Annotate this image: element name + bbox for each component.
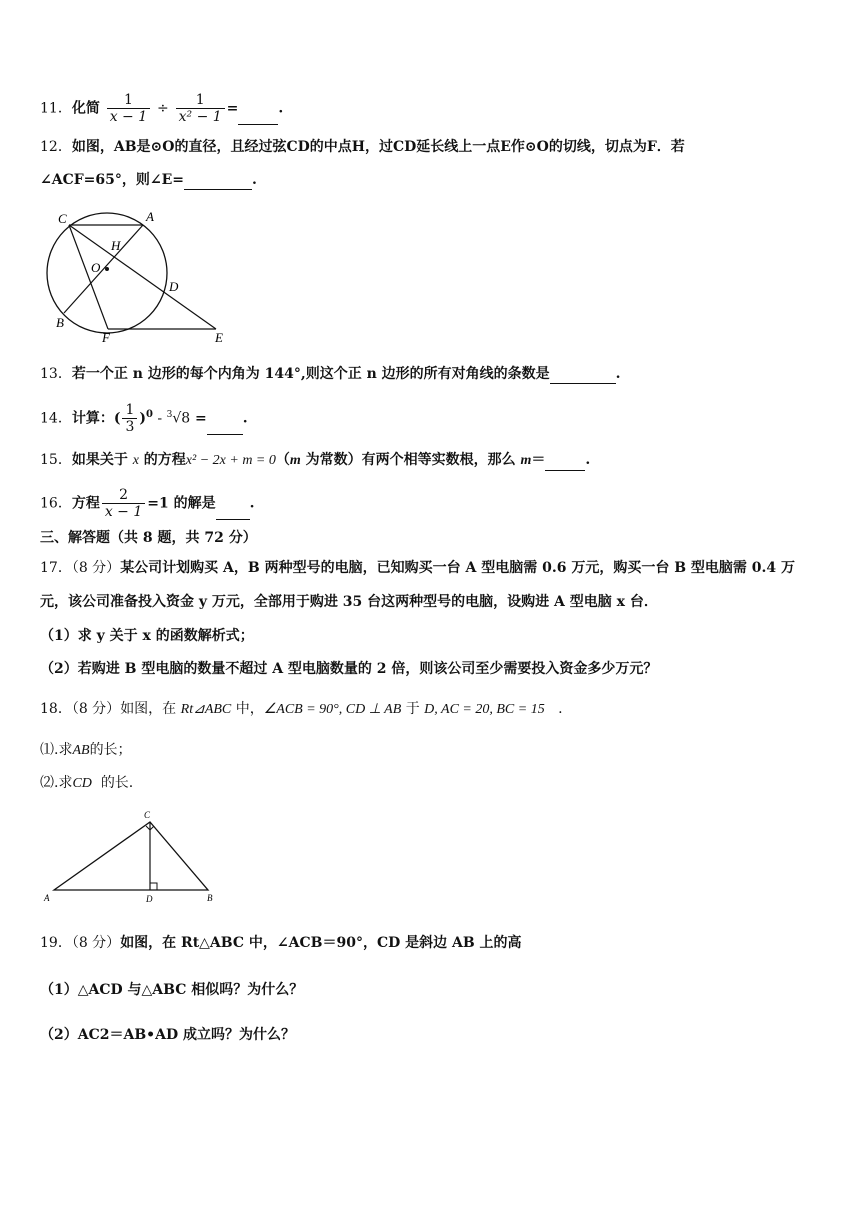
question-number: 15． — [40, 452, 72, 468]
question-number: 13． — [40, 366, 72, 382]
question-number: 14． — [40, 410, 72, 427]
question-17-line-2: 元，该公司准备投入资金 y 万元，全部用于购进 35 台这两种型号的电脑，设购进 A 型电脑 x 台． — [40, 594, 658, 610]
label-a: A — [44, 893, 50, 903]
label-d: D — [146, 894, 153, 904]
label-o: O — [91, 260, 101, 275]
question-text: 化简 — [71, 100, 100, 117]
question-19-sub-1: （1）△ACD 与△ABC 相似吗？为什么？ — [40, 982, 304, 998]
fraction: $\frac{1}{3}$ — [122, 402, 137, 435]
fraction: $\frac{2}{x - 1}$ — [102, 487, 145, 520]
question-17-sub-2: （2）若购进 B 型电脑的数量不超过 A 型电脑数量的 2 倍，则该公司至少需要投入资金多少万元？ — [40, 661, 658, 677]
question-number: 19． — [40, 935, 72, 951]
label-b: B — [56, 315, 64, 330]
circle-tangent-figure — [40, 208, 280, 348]
question-17-line-1: 17．（8 分）某公司计划购买 A，B 两种型号的电脑，已知购买一台 A 型电脑需 0.6 万元，购买一台 B 型电脑需 0.4 万 — [40, 560, 796, 576]
section-heading: 三、解答题（共 8 题，共 72 分） — [40, 530, 257, 546]
answer-blank — [238, 110, 278, 125]
question-18-sub-2: ⑵.求CD 的长. — [40, 775, 134, 791]
label-c: C — [144, 810, 151, 820]
triangle-abc — [54, 822, 208, 890]
question-18-sub-1: ⑴.求AB的长； — [40, 742, 132, 758]
circle-o — [47, 213, 167, 333]
label-f: F — [102, 330, 110, 345]
question-number: 18． — [40, 701, 72, 717]
question-17-sub-1: （1）求 y 关于 x 的函数解析式； — [40, 628, 254, 644]
answer-blank — [184, 175, 252, 190]
label-e: E — [215, 330, 223, 345]
fraction: $\frac{1}{\text{x² − 1}}$ — [176, 92, 225, 125]
question-number: 11． — [40, 100, 72, 117]
question-19-sub-2: （2）AC2＝AB•AD 成立吗？为什么？ — [40, 1027, 296, 1043]
label-c: C — [58, 211, 67, 226]
question-11: 11．化简 $\frac{1}{x - 1}$ ÷ $\frac{1}{\text{x² − 1}}$ = . — [40, 92, 284, 125]
question-14: 14．计算：( $\frac{1}{3}$ )$^0$ - $^3$√8 = . — [40, 402, 248, 435]
segment-cf — [69, 225, 108, 329]
question-number: 17． — [40, 560, 72, 576]
fraction: $\frac{1}{x - 1}$ — [107, 92, 150, 125]
label-d: D — [169, 279, 179, 294]
answer-blank — [216, 505, 250, 520]
answer-blank — [207, 420, 243, 435]
question-12-line-1: 12．如图，AB是⊙O的直径，且经过弦CD的中点H，过CD延长线上一点E作⊙O的切线，切点为F．若 — [40, 139, 685, 155]
question-18: 18．（8 分）如图，在 Rt⊿ABC 中，∠ACB = 90°, CD ⊥ AB 于 D, AC = 20, BC = 15 . — [40, 701, 563, 717]
question-number: 12． — [40, 139, 72, 155]
question-15: 15．如果关于 x 的方程x² − 2x + m = 0（m 为常数）有两个相等实数根，那么 m＝ . — [40, 450, 590, 471]
question-12-line-2: ∠ACF=65°，则∠E= . — [40, 172, 257, 188]
right-triangle-figure — [40, 808, 240, 908]
label-b: B — [207, 893, 213, 903]
center-o-dot — [105, 267, 109, 271]
answer-blank — [545, 456, 585, 471]
question-16: 16．方程 $\frac{2}{x - 1}$ =1 的解是 . — [40, 487, 255, 520]
answer-blank — [550, 369, 616, 384]
label-h: H — [111, 238, 121, 253]
right-angle-mark-d — [150, 883, 157, 890]
question-19: 19．（8 分）如图，在 Rt△ABC 中，∠ACB＝90°，CD 是斜边 AB 上的高 — [40, 935, 522, 951]
label-a: A — [146, 209, 154, 224]
segment-ce — [69, 225, 216, 329]
question-13: 13．若一个正 n 边形的每个内角为 144°,则这个正 n 边形的所有对角线的条数是 . — [40, 366, 621, 382]
question-number: 16． — [40, 495, 72, 512]
